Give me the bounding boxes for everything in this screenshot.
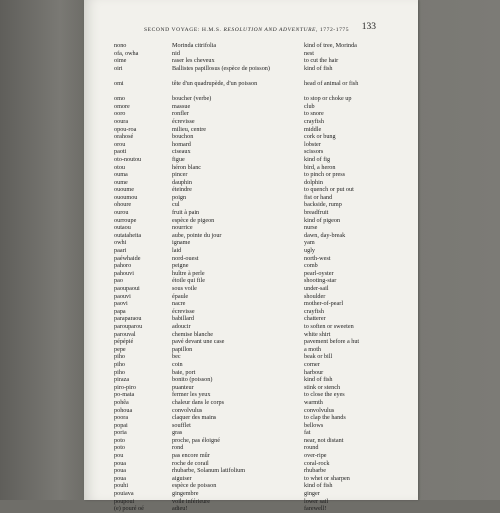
tahitian-word: papa xyxy=(114,307,126,315)
vocabulary-row xyxy=(114,277,404,285)
english-gloss: a moth xyxy=(304,345,322,353)
vocabulary-row xyxy=(114,247,404,255)
english-gloss: round xyxy=(304,444,319,452)
tahitian-word: poua xyxy=(114,459,127,467)
page-number: 133 xyxy=(361,22,376,32)
tahitian-word: po-mata xyxy=(114,391,135,399)
tahitian-word: piho xyxy=(114,360,126,368)
tahitian-word: piho xyxy=(114,368,126,376)
french-gloss: nid xyxy=(172,49,180,57)
tahitian-word: ourou xyxy=(114,209,129,217)
english-gloss: pearl-oyster xyxy=(304,269,334,277)
header-years: 1772-1775 xyxy=(319,27,350,33)
vocabulary-row xyxy=(114,414,404,422)
vocabulary-row xyxy=(114,376,404,384)
english-gloss: kind of tree, Morinda xyxy=(304,42,357,49)
english-gloss: dolphin xyxy=(304,178,323,186)
english-gloss: kind of pigeon xyxy=(304,216,341,224)
tahitian-word: pou xyxy=(114,452,124,460)
vocabulary-row xyxy=(114,331,404,339)
header-prefix: SECOND VOYAGE: H.M.S. xyxy=(144,27,222,33)
vocabulary-row xyxy=(114,285,404,293)
french-gloss: figue xyxy=(172,155,185,163)
tahitian-word: ououme xyxy=(114,186,134,194)
tahitian-word: (e) pouré oé xyxy=(114,505,144,513)
tahitian-word: poria xyxy=(114,429,127,437)
tahitian-word: parouparou xyxy=(114,322,143,330)
french-gloss: raser les cheveux xyxy=(172,57,215,65)
french-gloss: espèce de poisson xyxy=(172,482,217,490)
vocabulary-row xyxy=(114,110,404,118)
french-gloss: tête d'un quadrupède, d'un poisson xyxy=(172,79,258,87)
tahitian-word: omore xyxy=(114,102,130,110)
vocabulary-row xyxy=(114,42,404,50)
tahitian-word: poua xyxy=(114,467,127,475)
english-gloss: coral-rock xyxy=(304,459,330,467)
english-gloss: breadfruit xyxy=(304,209,329,217)
tahitian-word: oiri xyxy=(114,64,123,72)
vocabulary-row xyxy=(114,429,404,437)
english-gloss: to cut the hair xyxy=(304,57,339,65)
vocabulary-row xyxy=(114,391,404,399)
french-gloss: puanteur xyxy=(172,383,194,391)
french-gloss: nourrice xyxy=(172,224,193,232)
english-gloss: lobster xyxy=(304,140,321,148)
english-gloss: north-west xyxy=(304,254,331,262)
vocabulary-row xyxy=(114,171,404,179)
french-gloss: milieu, centre xyxy=(172,125,207,133)
tahitian-word: pépépié xyxy=(114,338,134,346)
english-gloss: to close the eyes xyxy=(304,391,345,399)
french-gloss: gras xyxy=(172,429,183,437)
english-gloss: cork or bung xyxy=(304,133,336,141)
french-gloss: massue xyxy=(172,102,191,110)
vocabulary-row xyxy=(114,315,404,323)
tahitian-word: ouma xyxy=(114,171,128,179)
tahitian-word: poupoui xyxy=(114,497,135,505)
vocabulary-row xyxy=(114,65,404,80)
vocabulary-row xyxy=(114,95,404,103)
vocabulary-row xyxy=(114,498,404,506)
english-gloss: nurse xyxy=(304,224,318,232)
tahitian-word: paraparaou xyxy=(114,315,142,323)
french-gloss: pincer xyxy=(172,171,188,179)
french-gloss: Ballistes papillosus (espèce de poisson) xyxy=(172,64,270,72)
tahitian-word: oume xyxy=(114,178,128,186)
tahitian-word: paéwhaide xyxy=(114,254,141,262)
vocabulary-row xyxy=(114,369,404,377)
vocabulary-row xyxy=(114,179,404,187)
english-gloss: warmth xyxy=(304,398,323,406)
french-gloss: poign xyxy=(172,193,187,201)
tahitian-word: paari xyxy=(114,247,127,255)
english-gloss: kind of fish xyxy=(304,64,333,72)
vocabulary-row xyxy=(114,437,404,445)
french-gloss: chemise blanche xyxy=(172,330,214,338)
english-gloss: lower sail xyxy=(304,497,329,505)
french-gloss: rhubarbe, Solanum latifolium xyxy=(172,467,246,475)
vocabulary-row xyxy=(114,164,404,172)
book-page xyxy=(84,0,418,513)
french-gloss: bonito (poisson) xyxy=(172,376,213,384)
vocabulary-row xyxy=(114,194,404,202)
header-ships: RESOLUTION AND ADVENTURE, xyxy=(223,27,318,33)
tahitian-word: ohoure xyxy=(114,201,132,209)
english-gloss: fist or hand xyxy=(304,193,333,201)
vocabulary-row xyxy=(114,186,404,194)
english-gloss: shoulder xyxy=(304,292,326,300)
vocabulary-row xyxy=(114,452,404,460)
french-gloss: fruit à pain xyxy=(172,209,200,217)
vocabulary-row xyxy=(114,209,404,217)
tahitian-word: paouvi xyxy=(114,292,131,300)
tahitian-word: paoupaoui xyxy=(114,285,140,292)
vocabulary-row xyxy=(114,300,404,308)
tahitian-word: outataheita xyxy=(114,231,142,239)
french-gloss: soufflet xyxy=(172,421,191,429)
vocabulary-row xyxy=(114,353,404,361)
english-gloss: near, not distant xyxy=(304,436,344,444)
vocabulary-row xyxy=(114,407,404,415)
english-gloss: harbour xyxy=(304,368,324,376)
english-gloss: bellows xyxy=(304,421,324,429)
french-gloss: igname xyxy=(172,239,191,247)
vocabulary-row xyxy=(114,399,404,407)
english-gloss: beak or bill xyxy=(304,353,333,361)
english-gloss: nest xyxy=(304,49,314,57)
french-gloss: claquer des mains xyxy=(172,414,217,422)
tahitian-word: ofa, owha xyxy=(114,49,139,57)
english-gloss: head of animal or fish xyxy=(304,79,359,87)
english-gloss: ginger xyxy=(304,490,320,498)
tahitian-word: pohoua xyxy=(114,406,133,414)
english-gloss: dawn, day-break xyxy=(304,231,346,239)
french-gloss: ciseaux xyxy=(172,148,191,156)
tahitian-word: owhi xyxy=(114,239,127,247)
french-gloss: nord-ouest xyxy=(172,254,199,262)
tahitian-word: ououmou xyxy=(114,193,138,201)
vocabulary-row xyxy=(114,460,404,468)
french-gloss: adieu! xyxy=(172,505,188,513)
vocabulary-row xyxy=(114,262,404,270)
english-gloss: to pinch or press xyxy=(304,171,346,179)
english-gloss: to whet or sharpen xyxy=(304,474,350,482)
tahitian-word: poto xyxy=(114,444,126,452)
french-gloss: homard xyxy=(172,140,191,148)
vocabulary-row xyxy=(114,156,404,164)
tahitian-word: poto xyxy=(114,436,126,444)
vocabulary-row xyxy=(114,346,404,354)
english-gloss: convolvulus xyxy=(304,406,335,414)
vocabulary-row xyxy=(114,338,404,346)
tahitian-word: pouhi xyxy=(114,482,129,490)
vocabulary-list xyxy=(114,42,404,513)
french-gloss: épaule xyxy=(172,292,189,300)
tahitian-word: orou xyxy=(114,140,126,148)
french-gloss: héron blanc xyxy=(172,163,202,171)
vocabulary-row xyxy=(114,482,404,490)
french-gloss: peigne xyxy=(172,262,189,270)
vocabulary-row xyxy=(114,293,404,301)
english-gloss: shooting-star xyxy=(304,277,337,285)
french-gloss: aube, pointe du jour xyxy=(172,231,222,239)
vocabulary-row xyxy=(114,141,404,149)
english-gloss: scissors xyxy=(304,148,324,156)
tahitian-word: pahouvi xyxy=(114,269,134,277)
english-gloss: kind of fig xyxy=(304,155,331,163)
vocabulary-row xyxy=(114,57,404,65)
vocabulary-row xyxy=(114,118,404,126)
vocabulary-row xyxy=(114,444,404,452)
english-gloss: fat xyxy=(304,429,311,437)
vocabulary-row xyxy=(114,232,404,240)
english-gloss: under-sail xyxy=(304,285,329,292)
tahitian-word: oime xyxy=(114,57,127,65)
french-gloss: pavé devant une case xyxy=(172,338,225,346)
tahitian-word: parouval xyxy=(114,330,136,338)
french-gloss: boucher (verbe) xyxy=(172,95,212,103)
french-gloss: bec xyxy=(172,353,181,361)
french-gloss: proche, pas éloigné xyxy=(172,436,220,444)
tahitian-word: ourroupe xyxy=(114,216,137,224)
vocabulary-row xyxy=(114,239,404,247)
french-gloss: dauphin xyxy=(172,178,192,186)
french-gloss: papillon xyxy=(172,345,193,353)
tahitian-word: nono xyxy=(114,42,127,49)
vocabulary-row xyxy=(114,270,404,278)
english-gloss: crayfish xyxy=(304,307,324,315)
vocabulary-row xyxy=(114,255,404,263)
french-gloss: chaleur dans le corps xyxy=(172,398,225,406)
tahitian-word: opou-roa xyxy=(114,125,137,133)
english-gloss: pavement before a hut xyxy=(304,338,360,346)
french-gloss: coin xyxy=(172,360,183,368)
tahitian-word: piro-piro xyxy=(114,383,136,391)
vocabulary-row xyxy=(114,361,404,369)
vocabulary-row xyxy=(114,467,404,475)
english-gloss: to snore xyxy=(304,110,324,118)
french-gloss: baie, port xyxy=(172,368,196,376)
english-gloss: over-ripe xyxy=(304,452,327,460)
vocabulary-row xyxy=(114,384,404,392)
english-gloss: stink or stench xyxy=(304,383,341,391)
vocabulary-row xyxy=(114,133,404,141)
tahitian-word: piho xyxy=(114,353,126,361)
running-header xyxy=(144,27,349,33)
french-gloss: adoucir xyxy=(172,322,191,330)
vocabulary-row xyxy=(114,217,404,225)
french-gloss: voile inférieure xyxy=(172,497,210,505)
english-gloss: backside, rump xyxy=(304,201,342,209)
tahitian-word: omo xyxy=(114,95,126,103)
tahitian-word: pahoro xyxy=(114,262,132,270)
tahitian-word: omi xyxy=(114,79,124,87)
vocabulary-row xyxy=(114,80,404,95)
english-gloss: corner xyxy=(304,360,320,368)
french-gloss: convolvulus xyxy=(172,406,203,414)
french-gloss: espèce de pigeon xyxy=(172,216,215,224)
english-gloss: yam xyxy=(304,239,315,247)
french-gloss: bouchon xyxy=(172,133,194,141)
english-gloss: bird, a heron xyxy=(304,163,336,171)
vocabulary-row xyxy=(114,490,404,498)
english-gloss: crayfish xyxy=(304,117,324,125)
tahitian-word: pohêa xyxy=(114,398,129,406)
vocabulary-row xyxy=(114,148,404,156)
french-gloss: laid xyxy=(172,247,182,255)
english-gloss: kind of fish xyxy=(304,376,333,384)
french-gloss: cul xyxy=(172,201,180,209)
vocabulary-row xyxy=(114,224,404,232)
french-gloss: étoile qui file xyxy=(172,277,205,285)
english-gloss: club xyxy=(304,102,315,110)
english-gloss: mother-of-pearl xyxy=(304,300,344,308)
french-gloss: nacre xyxy=(172,300,186,308)
english-gloss: middle xyxy=(304,125,322,133)
french-gloss: rond xyxy=(172,444,184,452)
tahitian-word: ooro xyxy=(114,110,126,118)
english-gloss: kind of fish xyxy=(304,482,333,490)
tahitian-word: piraza xyxy=(114,376,130,384)
tahitian-word: ooura xyxy=(114,117,129,125)
english-gloss: to clap the hands xyxy=(304,414,346,422)
english-gloss: to soften or sweeten xyxy=(304,322,354,330)
tahitian-word: popai xyxy=(114,421,128,429)
tahitian-word: outaou xyxy=(114,224,131,232)
tahitian-word: pouiava xyxy=(114,490,134,498)
french-gloss: sous voile xyxy=(172,285,197,292)
english-gloss: comb xyxy=(304,262,318,270)
english-gloss: chatterer xyxy=(304,315,326,323)
tahitian-word: otou xyxy=(114,163,126,171)
vocabulary-row xyxy=(114,201,404,209)
french-gloss: aiguiser xyxy=(172,474,192,482)
tahitian-word: orahosé xyxy=(114,133,134,141)
vocabulary-row xyxy=(114,323,404,331)
tahitian-word: paovi xyxy=(114,300,128,308)
tahitian-word: poua xyxy=(114,474,127,482)
vocabulary-row xyxy=(114,308,404,316)
french-gloss: Morinda citrifolia xyxy=(172,42,217,49)
french-gloss: éteindre xyxy=(172,186,192,194)
french-gloss: huître à perle xyxy=(172,269,205,277)
french-gloss: pas encore mûr xyxy=(172,452,210,460)
french-gloss: fermer les yeux xyxy=(172,391,211,399)
french-gloss: écrevisse xyxy=(172,307,195,315)
vocabulary-row xyxy=(114,103,404,111)
french-gloss: roche de corail xyxy=(172,459,209,467)
english-gloss: to stop or choke up xyxy=(304,95,352,103)
french-gloss: babillard xyxy=(172,315,194,323)
tahitian-word: oto-noutou xyxy=(114,155,142,163)
english-gloss: white shirt xyxy=(304,330,331,338)
english-gloss: farewell! xyxy=(304,505,327,513)
french-gloss: ronfler xyxy=(172,110,189,118)
vocabulary-row xyxy=(114,50,404,58)
english-gloss: rhubarbe xyxy=(304,467,326,475)
english-gloss: ugly xyxy=(304,247,316,255)
vocabulary-row xyxy=(114,475,404,483)
vocabulary-row xyxy=(114,505,404,513)
english-gloss: to quench or put out xyxy=(304,186,354,194)
tahitian-word: pao xyxy=(114,277,123,285)
french-gloss: écrevisse xyxy=(172,117,195,125)
tahitian-word: paoti xyxy=(114,148,127,156)
french-gloss: gingembre xyxy=(172,490,199,498)
vocabulary-row xyxy=(114,126,404,134)
vocabulary-row xyxy=(114,422,404,430)
tahitian-word: pepe xyxy=(114,345,126,353)
tahitian-word: poora xyxy=(114,414,129,422)
